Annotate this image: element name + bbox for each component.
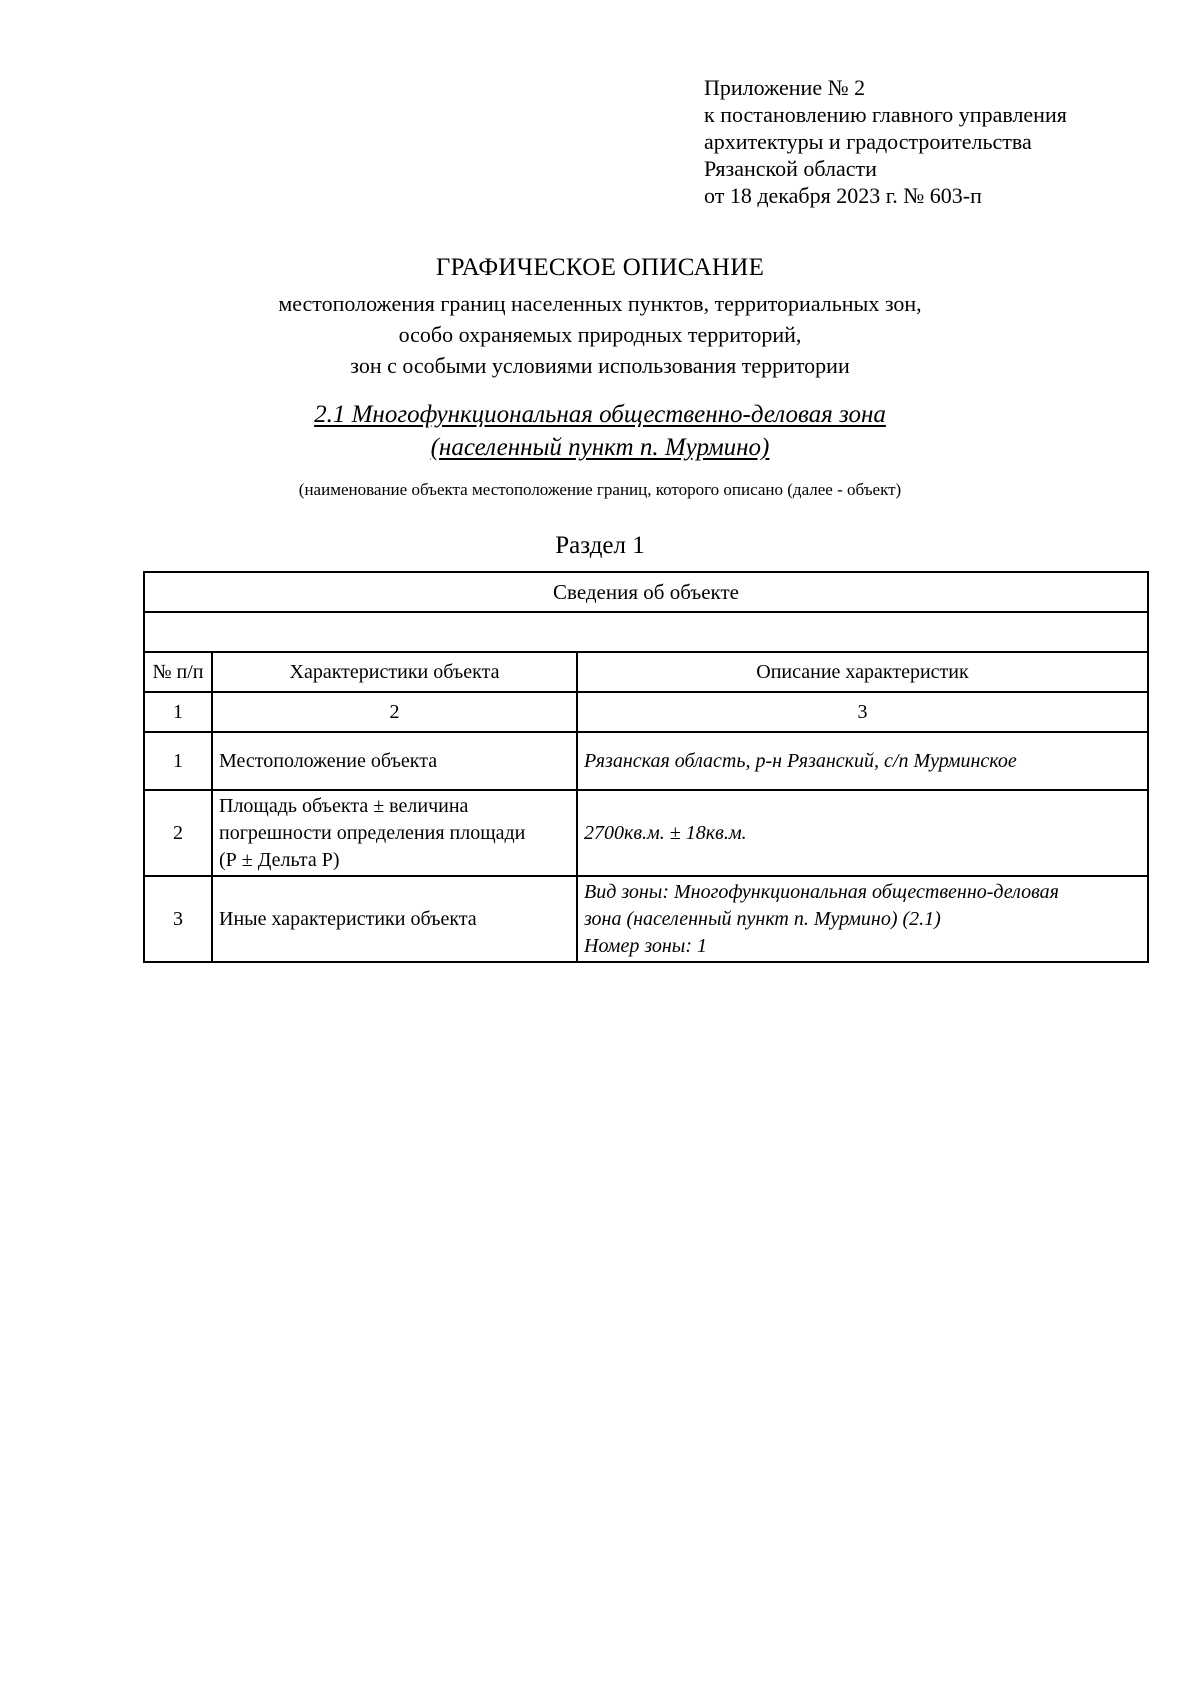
appendix-line: Приложение № 2 — [704, 75, 866, 100]
table-header-row — [144, 572, 1148, 612]
table-row — [144, 732, 1148, 790]
table-row — [144, 790, 1148, 876]
appendix-line: Рязанской области — [704, 156, 877, 181]
table-header: Сведения об объекте — [144, 572, 1148, 612]
column-header-num: № п/п — [144, 652, 212, 692]
row-description — [577, 790, 1148, 876]
column-number: 2 — [212, 692, 577, 732]
column-header-characteristic: Характеристики объекта — [212, 652, 577, 692]
subtitle-line: зон с особыми условиями использования территории — [350, 353, 850, 378]
row-characteristic — [212, 732, 577, 790]
table-row — [144, 876, 1148, 962]
description-line: 2700кв.м. ± 18кв.м. — [584, 821, 747, 844]
subtitle-line: особо охраняемых природных территорий, — [398, 322, 802, 347]
zone-name-line: 2.1 Многофункциональная общественно-деловая зона — [314, 401, 886, 428]
appendix-block — [704, 74, 1067, 209]
table-empty-row — [144, 612, 1148, 652]
zone-caption: (наименование объекта местоположение границ, которого описано (далее - объект) — [298, 480, 902, 499]
zone-name-line: (населенный пункт п. Мурмино) — [430, 434, 770, 461]
table-empty-cell — [144, 612, 1148, 652]
row-number: 2 — [144, 790, 212, 876]
description-line: Вид зоны: Многофункциональная общественно-деловая — [584, 880, 1059, 903]
row-characteristic — [212, 790, 577, 876]
characteristic-line: погрешности определения площади — [219, 821, 526, 844]
appendix-line: от 18 декабря 2023 г. № 603-п — [704, 183, 982, 208]
column-number: 3 — [577, 692, 1148, 732]
appendix-line: архитектуры и градостроительства — [704, 129, 1032, 154]
row-description — [577, 732, 1148, 790]
column-number: 1 — [144, 692, 212, 732]
row-number: 1 — [144, 732, 212, 790]
description-line: Номер зоны: 1 — [584, 934, 707, 957]
characteristic-line: Площадь объекта ± величина — [219, 794, 469, 817]
description-line: Рязанская область, р-н Рязанский, с/п Мурминское — [584, 749, 1017, 772]
row-characteristic — [212, 876, 577, 962]
characteristic-line: (Р ± Дельта Р) — [219, 848, 340, 871]
characteristic-line: Иные характеристики объекта — [219, 907, 477, 930]
description-line: зона (населенный пункт п. Мурмино) (2.1) — [584, 907, 941, 930]
appendix-line: к постановлению главного управления — [704, 102, 1067, 127]
characteristic-line: Местоположение объекта — [219, 749, 438, 772]
document-subtitle — [0, 288, 1200, 381]
object-info-table — [143, 571, 1149, 963]
row-description — [577, 876, 1148, 962]
table-column-headers — [144, 652, 1148, 692]
subtitle-line: местоположения границ населенных пунктов, территориальных зон, — [278, 291, 922, 316]
section-title: Раздел 1 — [555, 532, 645, 559]
zone-name — [0, 398, 1200, 464]
document-title: ГРАФИЧЕСКОЕ ОПИСАНИЕ — [435, 254, 765, 281]
table-column-numbers — [144, 692, 1148, 732]
row-number: 3 — [144, 876, 212, 962]
column-header-description: Описание характеристик — [577, 652, 1148, 692]
